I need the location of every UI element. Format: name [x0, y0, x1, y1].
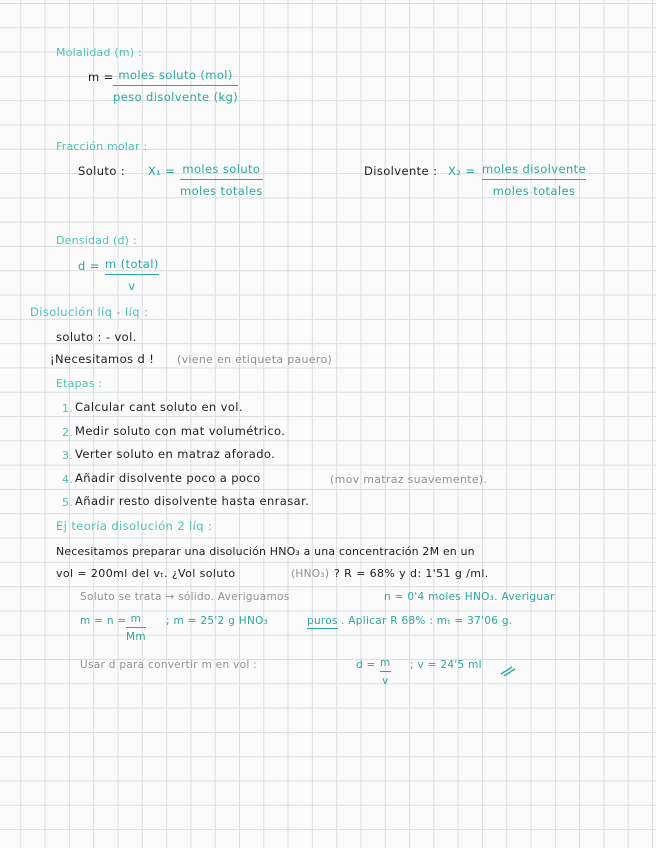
- ejemplo-m-denominator: Mm: [126, 630, 146, 643]
- ejemplo-m-numerator: m: [130, 613, 142, 625]
- ejemplo-line3-a: Soluto se trata → sólido. Averiguamos: [80, 591, 290, 603]
- ejemplo-m-fraction: [126, 614, 146, 642]
- step-number: 5.: [62, 496, 74, 509]
- soluto-denominator: moles totales: [180, 183, 263, 198]
- densidad-denominator: v: [128, 278, 136, 293]
- ejemplo-line5-b: ; v = 24'5 ml: [410, 659, 482, 671]
- disolucion-line1: soluto : - vol.: [56, 330, 137, 344]
- densidad-numerator: m (total): [105, 257, 159, 271]
- soluto-fraction: [180, 164, 263, 197]
- ejemplo-density-lhs: d =: [356, 659, 376, 671]
- step-text: Añadir resto disolvente hasta enrasar.: [75, 494, 310, 508]
- step-text: Medir soluto con mat volumétrico.: [75, 424, 286, 438]
- ejemplo-puros: puros: [307, 615, 338, 627]
- double-underline-mark: [500, 664, 516, 676]
- step-number: 4.: [62, 473, 74, 486]
- disolvente-denominator: moles totales: [492, 183, 576, 198]
- step-text: Calcular cant soluto en vol.: [75, 400, 243, 414]
- step-text: Verter soluto en matraz aforado.: [75, 447, 276, 461]
- soluto-label: Soluto :: [78, 164, 126, 178]
- ejemplo-paragraph-line2a: vol = 200ml del vₜ. ¿Vol soluto: [56, 567, 236, 580]
- soluto-numerator: moles soluto: [182, 162, 261, 176]
- densidad-heading: Densidad (d) :: [56, 234, 137, 247]
- step-number: 3.: [62, 449, 74, 462]
- disolvente-label: Disolvente :: [364, 164, 438, 178]
- ejemplo-paragraph-line1: Necesitamos preparar una disolución HNO₃ a una concentración 2M en un: [56, 545, 475, 558]
- ejemplo-paragraph-line2c: ? R = 68% y d: 1'51 g /ml.: [334, 567, 489, 580]
- fraction-bar: [380, 671, 391, 672]
- ejemplo-density-denominator: v: [382, 674, 389, 687]
- molalidad-numerator: moles soluto (mol): [118, 68, 233, 82]
- disolvente-symbol: X₂ =: [448, 164, 476, 178]
- necesitamos-d: ¡Necesitamos d !: [50, 352, 155, 366]
- disolvente-fraction: [482, 164, 586, 197]
- necesitamos-note: (viene en etiqueta pauero): [177, 353, 333, 366]
- molalidad-fraction: [113, 70, 238, 103]
- disolucion-heading: Disolución líq - líq :: [30, 305, 149, 319]
- step-text: Añadir disolvente poco a poco: [75, 471, 261, 485]
- ejemplo-heading: Ej teoría disolución 2 líq :: [56, 519, 213, 533]
- fraction-bar: [180, 179, 263, 180]
- etapas-heading: Etapas :: [56, 377, 103, 390]
- fraction-bar: [482, 179, 586, 180]
- ejemplo-line4-d: . Aplicar R 68% : mₜ = 37'06 g.: [341, 615, 513, 627]
- ejemplo-line4-a: m = n =: [80, 615, 127, 627]
- fraction-bar: [105, 274, 159, 275]
- fraction-bar: [126, 627, 146, 628]
- step-number: 2.: [62, 426, 74, 439]
- ejemplo-density-fraction: [380, 658, 391, 686]
- densidad-lhs: d =: [78, 259, 100, 273]
- ejemplo-line3-b: n = 0'4 moles HNO₃. Averiguar: [384, 591, 555, 603]
- ejemplo-paragraph-line2b: (HNO₃): [291, 568, 330, 580]
- ejemplo-line5-a: Usar d para convertir m en vol :: [80, 659, 258, 671]
- ejemplo-line4-b: ; m = 25'2 g HNO₃: [166, 615, 269, 627]
- fraccion-heading: Fracción molar :: [56, 140, 148, 153]
- soluto-symbol: X₁ =: [148, 164, 176, 178]
- disolvente-numerator: moles disolvente: [482, 162, 587, 176]
- ejemplo-density-numerator: m: [380, 657, 391, 669]
- molalidad-heading: Molalidad (m) :: [56, 46, 142, 59]
- step-number: 1.: [62, 402, 74, 415]
- step-note: (mov matraz suavemente).: [330, 473, 488, 486]
- molalidad-denominator: peso disolvente (kg): [113, 89, 239, 104]
- densidad-fraction: [105, 259, 159, 292]
- fraction-bar: [113, 85, 238, 86]
- molalidad-lhs: m =: [88, 70, 114, 84]
